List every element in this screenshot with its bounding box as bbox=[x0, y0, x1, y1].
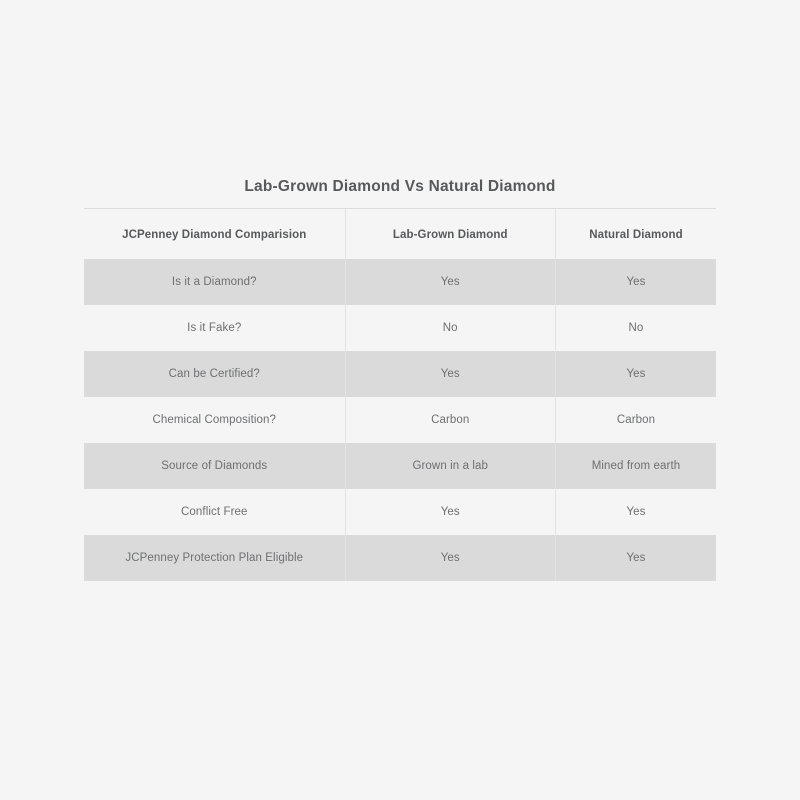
row-value-natural: Yes bbox=[555, 489, 716, 535]
table-row bbox=[84, 397, 716, 443]
column-header-feature: JCPenney Diamond Comparision bbox=[122, 229, 307, 241]
column-header-natural: Natural Diamond bbox=[555, 209, 716, 259]
row-value-lab-grown: Carbon bbox=[345, 397, 555, 443]
table-header-row bbox=[84, 209, 716, 259]
row-value-lab-grown: No bbox=[345, 305, 555, 351]
row-value-lab-grown: Yes bbox=[345, 259, 555, 305]
diamond-comparison-table-container bbox=[84, 178, 716, 581]
row-value-natural: Yes bbox=[555, 259, 716, 305]
table-row bbox=[84, 305, 716, 351]
column-header-lab-grown: Lab-Grown Diamond bbox=[345, 209, 555, 259]
row-value-natural: Mined from earth bbox=[555, 443, 716, 489]
table-row bbox=[84, 259, 716, 305]
row-value-natural: Yes bbox=[555, 351, 716, 397]
diamond-comparison-table bbox=[84, 209, 716, 581]
row-value-lab-grown: Yes bbox=[345, 489, 555, 535]
row-label: Can be Certified? bbox=[84, 351, 345, 397]
table-body bbox=[84, 259, 716, 581]
row-value-lab-grown: Grown in a lab bbox=[345, 443, 555, 489]
row-label: Conflict Free bbox=[181, 506, 248, 518]
table-row bbox=[84, 351, 716, 397]
row-label: Chemical Composition? bbox=[152, 414, 277, 426]
table-row bbox=[84, 535, 716, 581]
table-row bbox=[84, 443, 716, 489]
row-value-natural: No bbox=[555, 305, 716, 351]
table-header bbox=[84, 209, 716, 259]
table-title: Lab-Grown Diamond Vs Natural Diamond bbox=[84, 178, 716, 209]
row-value-lab-grown: Yes bbox=[345, 535, 555, 581]
row-label: Source of Diamonds bbox=[84, 443, 345, 489]
row-label: Is it Fake? bbox=[187, 322, 242, 334]
row-label: JCPenney Protection Plan Eligible bbox=[84, 535, 345, 581]
row-value-natural: Yes bbox=[555, 535, 716, 581]
row-value-lab-grown: Yes bbox=[345, 351, 555, 397]
row-label: Is it a Diamond? bbox=[84, 259, 345, 305]
table-row bbox=[84, 489, 716, 535]
row-value-natural: Carbon bbox=[555, 397, 716, 443]
